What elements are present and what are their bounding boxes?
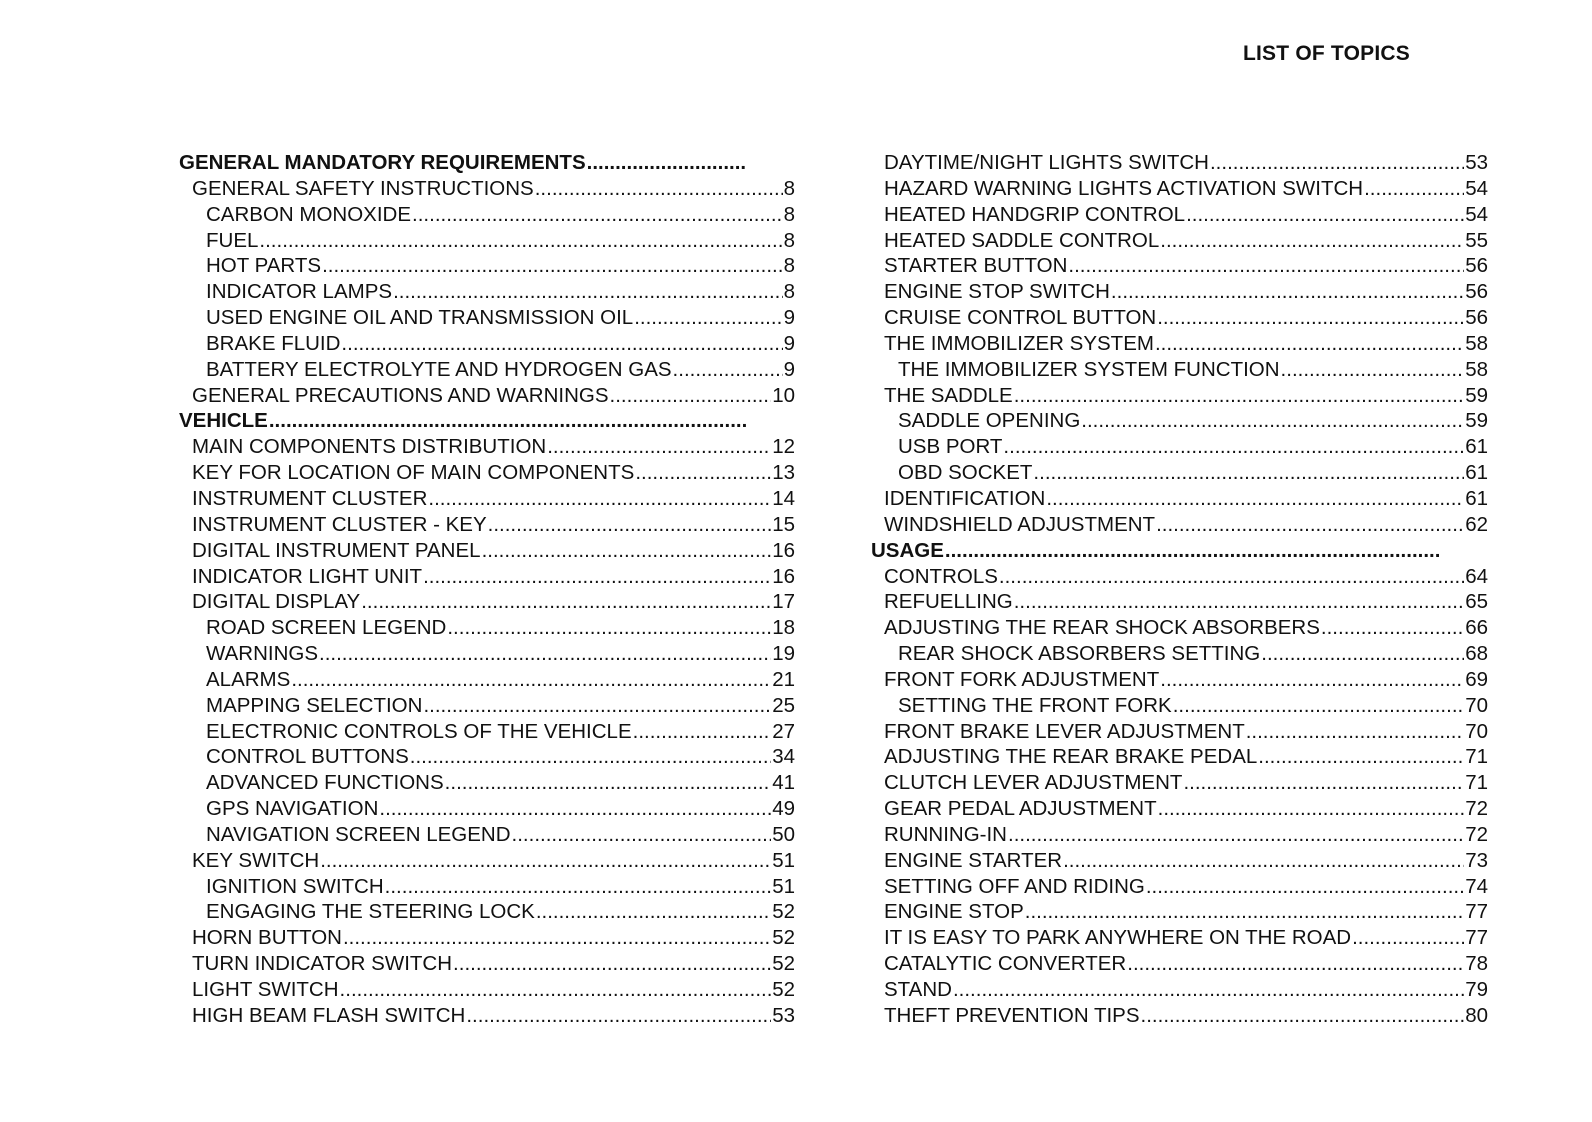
toc-dot-leader: [1141, 1003, 1465, 1029]
toc-entry-title: HOT PARTS: [206, 254, 322, 278]
toc-entry[interactable]: [179, 899, 795, 925]
toc-page-number: 27: [772, 719, 795, 743]
toc-section-heading[interactable]: [871, 538, 1488, 564]
toc-page-number: 58: [1465, 357, 1488, 381]
toc-entry-title: GPS NAVIGATION: [206, 797, 379, 821]
toc-entry[interactable]: [179, 796, 795, 822]
toc-dot-leader: [259, 228, 782, 254]
toc-entry[interactable]: [871, 434, 1488, 460]
toc-entry-title: BATTERY ELECTROLYTE AND HYDROGEN GAS: [206, 357, 672, 381]
toc-entry[interactable]: [871, 331, 1488, 357]
toc-dot-leader: [269, 408, 747, 434]
toc-entry-title: SADDLE OPENING: [898, 409, 1081, 433]
toc-entry-title: HEATED SADDLE CONTROL: [884, 228, 1160, 252]
toc-entry-title: REAR SHOCK ABSORBERS SETTING: [898, 642, 1261, 666]
toc-page-number: 18: [772, 616, 795, 640]
toc-dot-leader: [412, 202, 783, 228]
toc-page-number: 74: [1465, 874, 1488, 898]
toc-entry[interactable]: [179, 305, 795, 331]
toc-dot-leader: [1321, 615, 1464, 641]
toc-entry[interactable]: [179, 874, 795, 900]
toc-entry[interactable]: [179, 434, 795, 460]
toc-dot-leader: [1364, 176, 1464, 202]
toc-page-number: 14: [772, 486, 795, 510]
toc-dot-leader: [341, 331, 782, 357]
toc-entry[interactable]: [179, 693, 795, 719]
toc-section-heading[interactable]: [179, 408, 795, 434]
toc-entry[interactable]: [871, 228, 1488, 254]
toc-entry-title: THEFT PREVENTION TIPS: [884, 1003, 1140, 1027]
toc-dot-leader: [1155, 331, 1464, 357]
toc-entry-title: ADJUSTING THE REAR BRAKE PEDAL: [884, 745, 1258, 769]
toc-dot-leader: [488, 512, 772, 538]
toc-page-number: 59: [1465, 409, 1488, 433]
toc-dot-leader: [322, 253, 783, 279]
toc-page-number: 52: [772, 926, 795, 950]
toc-page-number: 61: [1465, 486, 1488, 510]
toc-page-number: 9: [783, 306, 795, 330]
toc-entry-title: HAZARD WARNING LIGHTS ACTIVATION SWITCH: [884, 176, 1364, 200]
toc-dot-leader: [1146, 874, 1464, 900]
toc-entry-title: STAND: [884, 978, 952, 1001]
toc-entry[interactable]: [871, 693, 1488, 719]
toc-page-number: 34: [772, 745, 795, 769]
toc-entry[interactable]: [871, 202, 1488, 228]
toc-page-number: 70: [1465, 719, 1488, 743]
toc-entry[interactable]: [179, 538, 795, 564]
toc-entry[interactable]: [871, 408, 1488, 434]
toc-page-number: 52: [772, 952, 795, 976]
toc-entry-title: BRAKE FLUID: [206, 331, 341, 355]
toc-entry-title: ADVANCED FUNCTIONS: [206, 771, 444, 795]
toc-entry-title: USED ENGINE OIL AND TRANSMISSION OIL: [206, 306, 634, 330]
toc-entry-title: GENERAL PRECAUTIONS AND WARNINGS: [192, 383, 609, 407]
toc-page-number: 54: [1465, 176, 1488, 200]
toc-page-number: 62: [1465, 512, 1488, 536]
toc-page-number: 53: [772, 1003, 795, 1027]
toc-page-number: 56: [1465, 306, 1488, 330]
toc-entry-title: CONTROLS: [884, 564, 998, 588]
toc-entry-title: CONTROL BUTTONS: [206, 745, 409, 769]
toc-entry-title: IGNITION SWITCH: [206, 874, 384, 898]
toc-dot-leader: [635, 460, 771, 486]
toc-entry-title: USAGE: [871, 538, 944, 562]
toc-page-number: 77: [1465, 926, 1488, 950]
toc-entry-title: SETTING OFF AND RIDING: [884, 874, 1145, 898]
toc-entry-title: INDICATOR LIGHT UNIT: [192, 564, 423, 588]
toc-entry[interactable]: [871, 1003, 1488, 1029]
toc-page-number: 71: [1465, 745, 1488, 769]
toc-dot-leader: [1281, 357, 1465, 383]
toc-dot-leader: [361, 589, 771, 615]
toc-entry-title: FRONT BRAKE LEVER ADJUSTMENT: [884, 719, 1245, 743]
toc-entry[interactable]: [871, 848, 1488, 874]
toc-entry-title: NAVIGATION SCREEN LEGEND: [206, 822, 511, 846]
toc-page-number: 17: [772, 590, 795, 614]
toc-dot-leader: [1156, 512, 1464, 538]
toc-page-number: 8: [783, 176, 795, 200]
toc-entry-title: CARBON MONOXIDE: [206, 202, 412, 226]
toc-entry-title: KEY SWITCH: [192, 848, 320, 872]
toc-entry[interactable]: [871, 899, 1488, 925]
toc-page-number: 16: [772, 564, 795, 588]
toc-entry[interactable]: [179, 176, 795, 202]
toc-entry-title: THE SADDLE: [884, 383, 1013, 407]
toc-entry[interactable]: [179, 589, 795, 615]
toc-column-right: [871, 150, 1488, 1029]
toc-entry-title: VEHICLE: [179, 409, 268, 433]
toc-dot-leader: [1160, 228, 1464, 254]
toc-dot-leader: [445, 770, 772, 796]
toc-entry[interactable]: [871, 357, 1488, 383]
toc-entry-title: FRONT FORK ADJUSTMENT: [884, 667, 1160, 691]
toc-entry-title: REFUELLING: [884, 590, 1013, 614]
toc-entry[interactable]: [179, 357, 795, 383]
toc-entry-title: HEATED HANDGRIP CONTROL: [884, 202, 1186, 226]
toc-page-number: 50: [772, 822, 795, 846]
toc-page-number: 54: [1465, 202, 1488, 226]
toc-entry-title: TURN INDICATOR SWITCH: [192, 952, 453, 976]
toc-page-number: 51: [772, 848, 795, 872]
toc-dot-leader: [587, 150, 747, 176]
toc-page-number: 10: [772, 383, 795, 407]
toc-page-number: 69: [1465, 667, 1488, 691]
toc-entry-title: INSTRUMENT CLUSTER - KEY: [192, 512, 487, 536]
toc-dot-leader: [410, 744, 771, 770]
toc-entry[interactable]: [871, 977, 1488, 1003]
toc-entry-title: USB PORT: [898, 435, 1003, 459]
toc-entry[interactable]: [179, 951, 795, 977]
toc-dot-leader: [536, 899, 771, 925]
toc-dot-leader: [547, 434, 771, 460]
toc-dot-leader: [1081, 408, 1464, 434]
toc-entry[interactable]: [179, 641, 795, 667]
toc-section-heading[interactable]: [179, 150, 795, 176]
toc-page-number: 80: [1465, 1003, 1488, 1027]
toc-dot-leader: [1173, 693, 1464, 719]
toc-entry-title: ENGINE STARTER: [884, 848, 1063, 872]
toc-page-number: 59: [1465, 383, 1488, 407]
toc-entry-title: THE IMMOBILIZER SYSTEM FUNCTION: [898, 357, 1280, 381]
toc-entry-title: FUEL: [206, 228, 259, 252]
toc-entry[interactable]: [871, 305, 1488, 331]
toc-entry-title: ENGAGING THE STEERING LOCK: [206, 900, 535, 924]
toc-page-number: 15: [772, 512, 795, 536]
toc-page-number: 77: [1465, 900, 1488, 924]
toc-dot-leader: [1261, 641, 1464, 667]
toc-entry[interactable]: [871, 744, 1488, 770]
toc-entry-title: GEAR PEDAL ADJUSTMENT: [884, 797, 1157, 821]
toc-entry[interactable]: [179, 486, 795, 512]
toc-entry-title: ELECTRONIC CONTROLS OF THE VEHICLE: [206, 719, 632, 743]
toc-entry-title: SETTING THE FRONT FORK: [898, 693, 1172, 717]
toc-dot-leader: [1014, 589, 1464, 615]
toc-dot-leader: [320, 848, 771, 874]
toc-entry-title: GENERAL SAFETY INSTRUCTIONS: [192, 176, 534, 200]
toc-entry[interactable]: [871, 460, 1488, 486]
toc-dot-leader: [634, 305, 782, 331]
toc-entry[interactable]: [179, 460, 795, 486]
toc-dot-leader: [1063, 848, 1464, 874]
toc-dot-leader: [1046, 486, 1464, 512]
toc-dot-leader: [945, 538, 1439, 564]
toc-entry[interactable]: [179, 331, 795, 357]
toc-page-number: 8: [783, 202, 795, 226]
toc-entry[interactable]: [179, 848, 795, 874]
toc-page-number: 72: [1465, 797, 1488, 821]
toc-entry[interactable]: [179, 564, 795, 590]
toc-page-number: 58: [1465, 331, 1488, 355]
toc-dot-leader: [1352, 925, 1464, 951]
toc-entry[interactable]: [179, 822, 795, 848]
toc-page-number: 68: [1465, 642, 1488, 666]
toc-dot-leader: [1246, 719, 1464, 745]
toc-dot-leader: [1033, 460, 1464, 486]
toc-page-number: 56: [1465, 280, 1488, 304]
toc-dot-leader: [610, 383, 772, 409]
toc-entry[interactable]: [871, 176, 1488, 202]
toc-dot-leader: [512, 822, 772, 848]
toc-dot-leader: [447, 615, 771, 641]
toc-dot-leader: [535, 176, 783, 202]
toc-entry-title: DAYTIME/NIGHT LIGHTS SWITCH: [884, 151, 1209, 174]
toc-entry-title: GENERAL MANDATORY REQUIREMENTS: [179, 151, 586, 174]
toc-page-number: 52: [772, 900, 795, 924]
toc-dot-leader: [1158, 796, 1465, 822]
toc-page-number: 65: [1465, 590, 1488, 614]
toc-dot-leader: [319, 641, 771, 667]
toc-entry[interactable]: [179, 667, 795, 693]
toc-entry[interactable]: [871, 822, 1488, 848]
toc-dot-leader: [1186, 202, 1464, 228]
toc-column-left: [179, 150, 795, 1029]
toc-entry-title: INDICATOR LAMPS: [206, 280, 393, 304]
toc-entry[interactable]: [179, 719, 795, 745]
toc-entry-title: ALARMS: [206, 667, 291, 691]
toc-dot-leader: [1160, 667, 1464, 693]
toc-page-number: 16: [772, 538, 795, 562]
toc-entry-title: DIGITAL DISPLAY: [192, 590, 361, 614]
toc-entry[interactable]: [871, 770, 1488, 796]
toc-dot-leader: [291, 667, 771, 693]
toc-entry-title: HIGH BEAM FLASH SWITCH: [192, 1003, 466, 1027]
toc-page-number: 19: [772, 642, 795, 666]
toc-dot-leader: [1068, 253, 1464, 279]
toc-entry[interactable]: [179, 770, 795, 796]
toc-entry-title: STARTER BUTTON: [884, 254, 1068, 278]
toc-dot-leader: [673, 357, 783, 383]
toc-dot-leader: [1014, 383, 1464, 409]
toc-entry-title: IDENTIFICATION: [884, 486, 1046, 510]
toc-entry-title: CLUTCH LEVER ADJUSTMENT: [884, 771, 1183, 795]
toc-entry-title: CATALYTIC CONVERTER: [884, 952, 1127, 976]
toc-dot-leader: [1008, 822, 1464, 848]
toc-entry[interactable]: [871, 564, 1488, 590]
toc-entry-title: IT IS EASY TO PARK ANYWHERE ON THE ROAD: [884, 926, 1352, 950]
toc-dot-leader: [1003, 434, 1464, 460]
toc-entry[interactable]: [871, 925, 1488, 951]
toc-entry-title: ROAD SCREEN LEGEND: [206, 616, 447, 640]
toc-dot-leader: [453, 951, 771, 977]
toc-entry[interactable]: [871, 512, 1488, 538]
toc-page-number: 25: [772, 693, 795, 717]
toc-dot-leader: [1183, 770, 1464, 796]
toc-entry[interactable]: [871, 279, 1488, 305]
toc-entry[interactable]: [871, 641, 1488, 667]
toc-page-number: 8: [783, 228, 795, 252]
toc-entry[interactable]: [871, 589, 1488, 615]
toc-dot-leader: [1210, 150, 1464, 176]
toc-dot-leader: [1127, 951, 1464, 977]
toc-entry[interactable]: [871, 615, 1488, 641]
toc-page-number: 56: [1465, 254, 1488, 278]
toc-entry[interactable]: [871, 150, 1488, 176]
toc-entry-title: ADJUSTING THE REAR SHOCK ABSORBERS: [884, 616, 1320, 640]
toc-dot-leader: [1111, 279, 1464, 305]
toc-page-number: 12: [772, 435, 795, 459]
page-title: LIST OF TOPICS: [1243, 42, 1410, 65]
toc-entry-title: THE IMMOBILIZER SYSTEM: [884, 331, 1154, 355]
toc-page-number: 55: [1465, 228, 1488, 252]
toc-entry[interactable]: [179, 744, 795, 770]
toc-entry-title: RUNNING-IN: [884, 822, 1007, 846]
toc-entry[interactable]: [179, 202, 795, 228]
toc-page-number: 78: [1465, 952, 1488, 976]
toc-dot-leader: [423, 693, 771, 719]
toc-page-number: 13: [772, 461, 795, 485]
toc-dot-leader: [423, 564, 771, 590]
toc-page-number: 71: [1465, 771, 1488, 795]
toc-entry-title: CRUISE CONTROL BUTTON: [884, 306, 1157, 330]
toc-dot-leader: [1258, 744, 1464, 770]
toc-entry-title: MAIN COMPONENTS DISTRIBUTION: [192, 435, 547, 459]
toc-entry[interactable]: [871, 486, 1488, 512]
toc-entry[interactable]: [179, 279, 795, 305]
toc-page-number: 21: [772, 667, 795, 691]
toc-entry-title: ENGINE STOP SWITCH: [884, 280, 1110, 304]
toc-entry-title: LIGHT SWITCH: [192, 978, 339, 1001]
toc-dot-leader: [340, 977, 772, 1003]
toc-page-number: 70: [1465, 693, 1488, 717]
toc-entry[interactable]: [871, 383, 1488, 409]
toc-entry-title: WARNINGS: [206, 642, 318, 666]
toc-entry[interactable]: [871, 874, 1488, 900]
toc-dot-leader: [428, 486, 771, 512]
toc-entry[interactable]: [179, 977, 795, 1003]
toc-entry[interactable]: [871, 253, 1488, 279]
toc-entry[interactable]: [871, 719, 1488, 745]
toc-page-number: 61: [1465, 435, 1488, 459]
toc-dot-leader: [953, 977, 1464, 1003]
toc-page-number: 8: [783, 280, 795, 304]
toc-page-number: 49: [772, 797, 795, 821]
toc-entry[interactable]: [179, 228, 795, 254]
toc-page-number: 53: [1465, 151, 1488, 174]
toc-entry[interactable]: [179, 383, 795, 409]
toc-dot-leader: [633, 719, 772, 745]
toc-entry-title: INSTRUMENT CLUSTER: [192, 486, 428, 510]
toc-dot-leader: [385, 874, 772, 900]
toc-entry[interactable]: [179, 253, 795, 279]
toc-entry-title: OBD SOCKET: [898, 461, 1033, 485]
toc-dot-leader: [999, 564, 1464, 590]
toc-entry[interactable]: [179, 925, 795, 951]
toc-entry[interactable]: [871, 667, 1488, 693]
toc-page-number: 41: [772, 771, 795, 795]
toc-page-number: 52: [772, 978, 795, 1001]
toc-dot-leader: [1157, 305, 1464, 331]
toc-entry-title: WINDSHIELD ADJUSTMENT: [884, 512, 1156, 536]
toc-entry-title: DIGITAL INSTRUMENT PANEL: [192, 538, 481, 562]
toc-entry[interactable]: [179, 512, 795, 538]
toc-page-number: 79: [1465, 978, 1488, 1001]
toc-dot-leader: [482, 538, 772, 564]
toc-page-number: 72: [1465, 822, 1488, 846]
toc-entry-title: ENGINE STOP: [884, 900, 1024, 924]
toc-entry[interactable]: [179, 615, 795, 641]
toc-dot-leader: [1025, 899, 1464, 925]
toc-entry[interactable]: [179, 1003, 795, 1029]
toc-entry-title: HORN BUTTON: [192, 926, 342, 950]
toc-page-number: 66: [1465, 616, 1488, 640]
toc-page-number: 73: [1465, 848, 1488, 872]
toc-page-number: 61: [1465, 461, 1488, 485]
toc-dot-leader: [343, 925, 771, 951]
toc-page-number: 9: [783, 357, 795, 381]
toc-page-number: 51: [772, 874, 795, 898]
toc-dot-leader: [379, 796, 771, 822]
toc-dot-leader: [466, 1003, 771, 1029]
toc-entry[interactable]: [871, 951, 1488, 977]
toc-dot-leader: [393, 279, 783, 305]
toc-entry-title: KEY FOR LOCATION OF MAIN COMPONENTS: [192, 461, 635, 485]
toc-page-number: 9: [783, 331, 795, 355]
toc-entry-title: MAPPING SELECTION: [206, 693, 423, 717]
toc-page-number: 8: [783, 254, 795, 278]
toc-entry[interactable]: [871, 796, 1488, 822]
toc-page-number: 64: [1465, 564, 1488, 588]
